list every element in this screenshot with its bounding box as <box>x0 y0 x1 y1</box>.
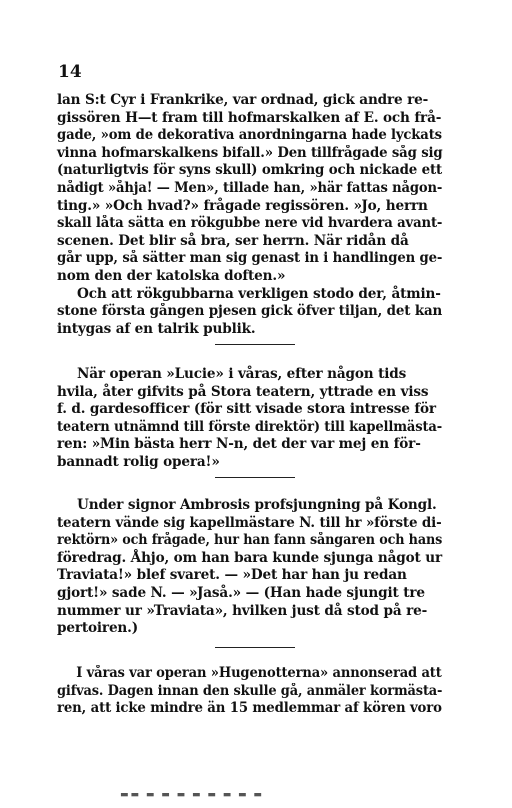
text-line: ting.» »Och hvad?» frågade regissören. »Jo, herrn <box>57 197 428 214</box>
text-line: pertoiren.) <box>57 620 139 637</box>
text-line: scenen. Det blir så bra, ser herrn. När ridån då <box>57 232 409 249</box>
text-line: rektörn» och frågade, hur han fann sångaren och hans <box>57 532 443 549</box>
text-line: skall låta sätta en rökgubbe nere vid hvardera avant- <box>57 215 443 232</box>
paragraph-3 <box>57 497 442 638</box>
text-line: (naturligtvis för syns skull) omkring och nickade ett <box>57 162 443 179</box>
paragraph-2 <box>57 366 442 472</box>
paragraph-4 <box>57 665 442 718</box>
text-line: ren: »Min bästa herr N-n, det der var mej en för- <box>57 436 421 453</box>
text-line: teatern utnämnd till förste direktör) till kapellmästa- <box>57 418 443 435</box>
text-line: Under signor Ambrosis profsjungning på Kongl. <box>77 497 437 513</box>
paragraph-1 <box>57 92 442 338</box>
text-line: gifvas. Dagen innan den skulle gå, anmäler kormästa- <box>57 682 443 699</box>
text-line: När operan »Lucie» i våras, efter någon tids <box>77 366 407 382</box>
section-divider <box>215 647 295 648</box>
text-line: ren, att icke mindre än 15 medlemmar af kören voro <box>57 700 442 717</box>
text-line: lan S:t Cyr i Frankrike, var ordnad, gick andre re- <box>57 92 429 108</box>
text-line: gade, »om de dekorativa anordningarna hade lyckats <box>57 127 442 144</box>
text-line: hvila, åter gifvits på Stora teatern, yttrade en viss <box>57 383 429 400</box>
text-line: stone första gången pjesen gick öfver tiljan, det kan <box>57 303 443 320</box>
text-line: gissören H—t fram till hofmarskalken af E. och frå- <box>57 109 442 126</box>
text-line: intygas af en talrik publik. <box>57 320 256 337</box>
text-line: I våras var operan »Hugenotterna» annonserad att <box>76 665 442 681</box>
page-number: 14 <box>58 62 82 82</box>
text-line: Och att rökgubbarna verkligen stodo der, åtmin- <box>77 285 441 302</box>
text-line: går upp, så sätter man sig genast in i handlingen ge- <box>57 250 443 267</box>
section-divider <box>215 477 295 478</box>
text-line: bannadt rolig opera!» <box>57 453 220 470</box>
text-line: vinna hofmarskalkens bifall.» Den tillfrågade såg sig <box>57 144 443 161</box>
text-line: nom den der katolska doften.» <box>57 267 286 284</box>
text-line: teatern vände sig kapellmästare N. till hr »förste di- <box>57 514 442 531</box>
section-divider <box>215 344 295 345</box>
text-line: gjort!» sade N. — »Jaså.» — (Han hade sjungit tre <box>57 584 425 601</box>
text-line: Traviata!» blef svaret. — »Det har han ju redan <box>57 567 407 584</box>
footer-scan-marks: ▬▬ ▬ ▬ ▬ ▬ ▬ ▬ ▬ ▬ <box>120 790 264 800</box>
text-line: nådigt »åhja! — Men», tillade han, »här fattas någon- <box>57 179 443 196</box>
text-line: nummer ur »Traviata», hvilken just då stod på re- <box>57 602 428 619</box>
text-line: föredrag. Åhjo, om han bara kunde sjunga något ur <box>57 549 442 566</box>
text-line: f. d. gardesofficer (för sitt visade stora intresse för <box>57 401 436 418</box>
